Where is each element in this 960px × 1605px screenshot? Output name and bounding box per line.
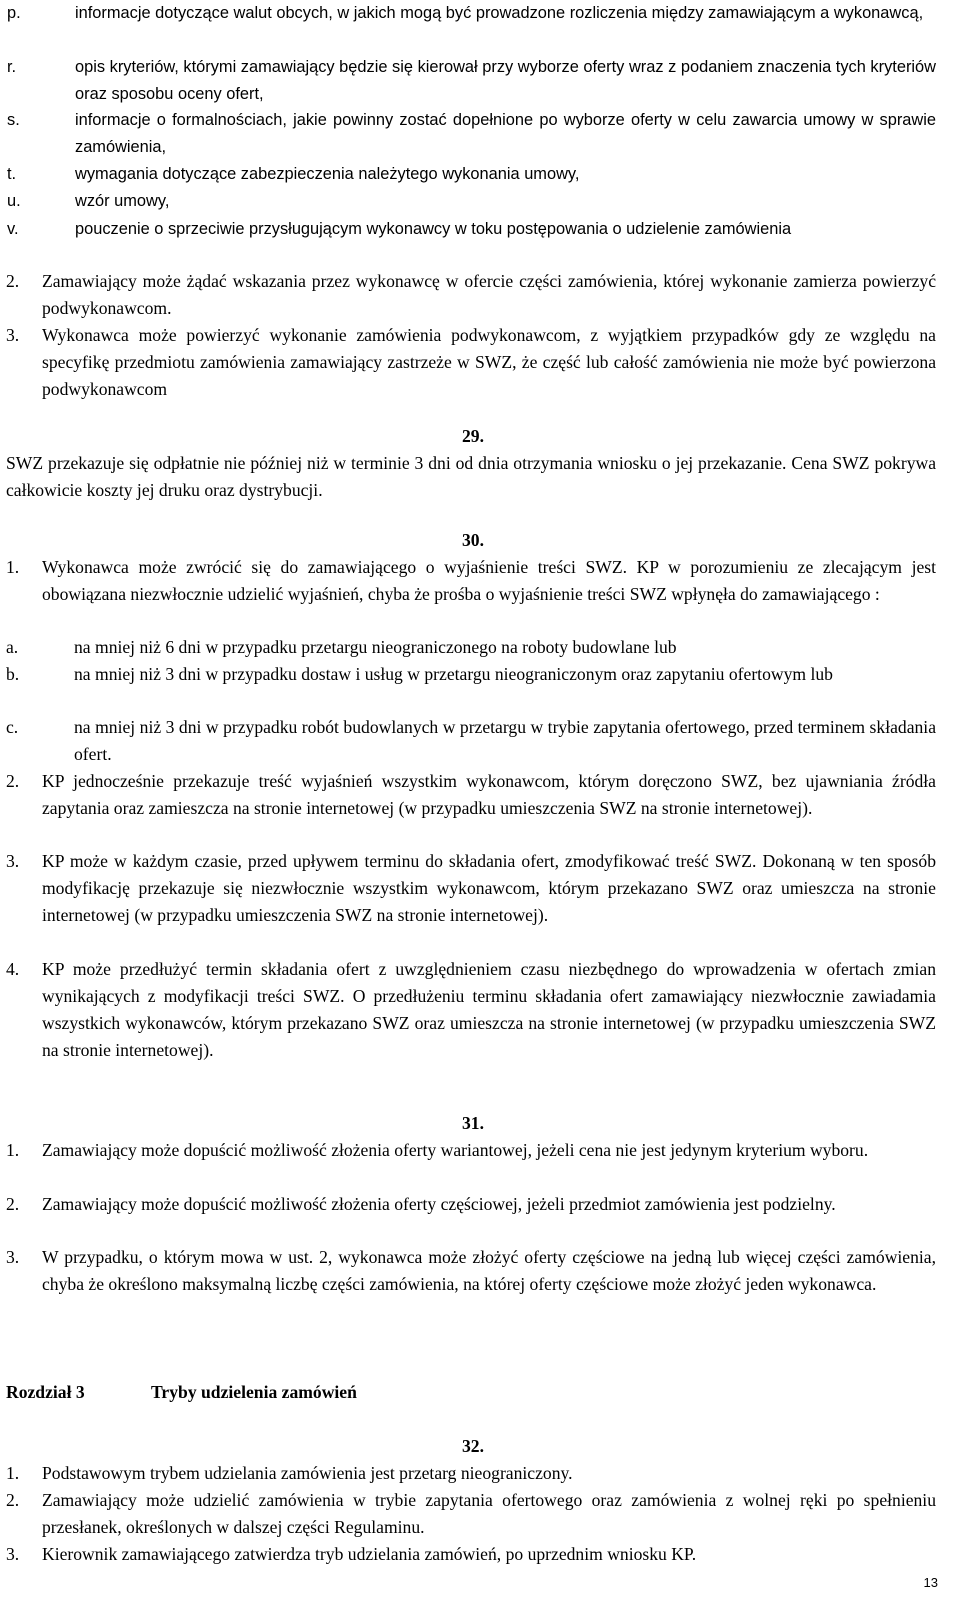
list-item (6, 848, 936, 929)
list-item (6, 714, 936, 768)
list-marker: 2. (6, 271, 20, 291)
list-item-text: pouczenie o sprzeciwie przysługującym wykonawcy w toku postępowania o udzielenie zamówienia (75, 220, 792, 238)
list-marker: 3. (6, 1247, 20, 1267)
list-item (6, 554, 936, 608)
list-marker: 2. (6, 1490, 20, 1510)
paragraph: SWZ przekazuje się odpłatnie nie później niż w terminie 3 dni od dnia otrzymania wniosku o jej przekazanie. Cena SWZ pokrywa całkowicie koszty jej druku oraz dystrybucji. (6, 453, 936, 500)
list-item-text: wzór umowy, (75, 192, 170, 210)
list-item-text: Wykonawca może zwrócić się do zamawiającego o wyjaśnienie treści SWZ. KP w porozumieniu ze zlecającym jest obowiązana niezwłocznie udzielić wyjaśnień, chyba że prośba o wyjaśnienie treści SWZ wpłynęła do zamawiającego : (42, 557, 936, 604)
list-item (6, 1137, 936, 1164)
list-marker: 3. (6, 851, 20, 871)
list-item-text: Podstawowym trybem udzielania zamówienia jest przetarg nieograniczony. (42, 1463, 573, 1483)
list-item (6, 1487, 936, 1541)
list-item-text: informacje o formalnościach, jakie powinny zostać dopełnione po wyborze oferty w celu zawarcia umowy w sprawie zamówienia, (75, 111, 936, 156)
list-item-text: na mniej niż 3 dni w przypadku dostaw i usług w przetargu nieograniczonym oraz zapytaniu ofertowym lub (74, 664, 833, 684)
section-heading: 30. (462, 530, 484, 550)
list-item-text: Zamawiający może żądać wskazania przez wykonawcę w ofercie części zamówienia, której wykonanie zamierza powierzyć podwykonawcom. (42, 271, 936, 318)
list-marker: 2. (6, 771, 20, 791)
chapter-heading (6, 1379, 357, 1406)
list-marker: 3. (6, 1544, 20, 1564)
list-item (6, 1244, 936, 1298)
list-item (6, 768, 936, 822)
list-item-text: KP może przedłużyć termin składania ofert z uwzględnieniem czasu niezbędnego do wprowadzenia w ofertach zmian wynikających z modyfikacji treści SWZ. O przedłużeniu terminu składania ofert zamawiający niezwłocznie zawiadamia wszystkich wykonawców, którym przekazano SWZ oraz umieszcza na stronie internetowej (w przypadku umieszczenia SWZ na stronie internetowej). (42, 959, 936, 1060)
list-item (7, 188, 936, 215)
section-heading: 31. (462, 1113, 484, 1133)
list-item-text: na mniej niż 3 dni w przypadku robót budowlanych w przetargu w trybie zapytania ofertowego, przed terminem składania ofert. (74, 717, 936, 764)
list-item (6, 956, 936, 1064)
list-item (6, 268, 936, 322)
list-marker: 3. (6, 325, 20, 345)
list-item (6, 1460, 936, 1487)
list-item (6, 1191, 936, 1218)
list-item (7, 54, 936, 108)
section-heading: 29. (462, 426, 484, 446)
list-marker: 4. (6, 959, 20, 979)
list-item-text: informacje dotyczące walut obcych, w jakich mogą być prowadzone rozliczenia między zamawiającym a wykonawcą, (75, 4, 924, 22)
list-marker: r. (7, 58, 17, 76)
list-marker: a. (6, 637, 19, 657)
list-marker: 1. (6, 1463, 20, 1483)
list-item-text: Wykonawca może powierzyć wykonanie zamówienia podwykonawcom, z wyjątkiem przypadków gdy ze względu na specyfikę przedmiotu zamówienia zamawiający zastrzeże w SWZ, że część lub całość zamówienia nie może być powierzona podwykonawcom (42, 325, 936, 399)
list-item (7, 216, 936, 243)
list-marker: v. (7, 220, 19, 238)
list-marker: s. (7, 111, 20, 129)
list-marker: u. (7, 192, 21, 210)
list-marker: 1. (6, 557, 20, 577)
list-item-text: Kierownik zamawiającego zatwierdza tryb udzielania zamówień, po uprzednim wniosku KP. (42, 1544, 697, 1564)
list-item (6, 634, 936, 661)
chapter-label: Rozdział 3 (6, 1382, 85, 1402)
list-item-text: na mniej niż 6 dni w przypadku przetargu nieograniczonego na roboty budowlane lub (74, 637, 677, 657)
list-item-text: Zamawiający może udzielić zamówienia w trybie zapytania ofertowego oraz zamówienia z wolnej ręki po spełnieniu przesłanek, określonych w dalszej części Regulaminu. (42, 1490, 936, 1537)
list-marker: p. (7, 4, 21, 22)
list-item-text: wymagania dotyczące zabezpieczenia należytego wykonania umowy, (75, 165, 580, 183)
list-item-text: Zamawiający może dopuścić możliwość złożenia oferty wariantowej, jeżeli cena nie jest jedynym kryterium wyboru. (42, 1140, 869, 1160)
list-marker: c. (6, 717, 19, 737)
list-marker: b. (6, 664, 20, 684)
list-item (6, 661, 936, 688)
list-marker: t. (7, 165, 17, 183)
list-item-text: KP jednocześnie przekazuje treść wyjaśnień wszystkim wykonawcom, którym doręczono SWZ, bez ujawniania źródła zapytania oraz zamieszcza na stronie internetowej (w przypadku umieszczenia SWZ na stronie internetowej). (42, 771, 936, 818)
list-marker: 1. (6, 1140, 20, 1160)
list-item-text: W przypadku, o którym mowa w ust. 2, wykonawca może złożyć oferty częściowe na jedną lub więcej części zamówienia, chyba że określono maksymalną liczbę części zamówienia, na której oferty częściowe może złożyć jeden wykonawca. (42, 1247, 936, 1294)
list-item (7, 161, 936, 188)
page-number: 13 (923, 1575, 938, 1590)
list-marker: 2. (6, 1194, 20, 1214)
list-item-text: opis kryteriów, którymi zamawiający będzie się kierował przy wyborze oferty wraz z podaniem znaczenia tych kryteriów oraz sposobu oceny ofert, (75, 58, 936, 103)
list-item (7, 0, 936, 27)
list-item (7, 107, 936, 161)
list-item-text: Zamawiający może dopuścić możliwość złożenia oferty częściowej, jeżeli przedmiot zamówienia jest podzielny. (42, 1194, 836, 1214)
list-item (6, 322, 936, 403)
chapter-title: Tryby udzielenia zamówień (151, 1382, 357, 1402)
section-heading: 32. (462, 1436, 484, 1456)
list-item (6, 1541, 936, 1568)
list-item-text: KP może w każdym czasie, przed upływem terminu do składania ofert, zmodyfikować treść SWZ. Dokonaną w ten sposób modyfikację przekazuje się niezwłocznie wszystkim wykonawcom, którym przekazano SWZ oraz umieszcza na stronie internetowej (w przypadku umieszczenia SWZ na stronie internetowej). (42, 851, 936, 925)
